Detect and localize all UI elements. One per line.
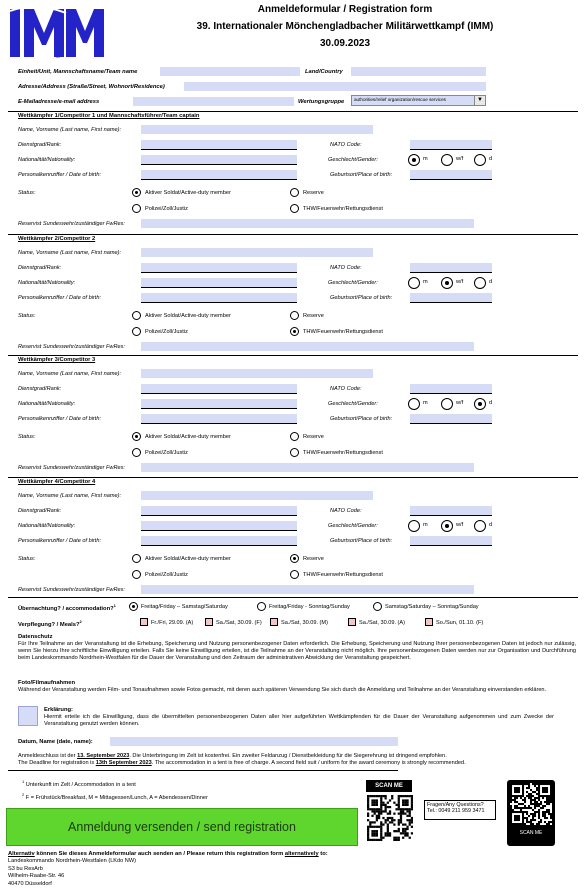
declaration-text: Hiermit erteile ich die Einwilligung, dass die übermittelten personenbezogenen Daten aller hier aufgeführten Wettkämpfenden für die Dauer der Veranstaltung aufgenommen und zum Zwecke der Veranstaltung genutzt werden können. — [44, 714, 554, 727]
alt-title-rest: können Sie dieses Anmeldeformular auch senden an / Please return this registration form — [34, 851, 285, 857]
accommodation-opt3: Samstag/Saturday – Sonntag/Sunday — [385, 604, 479, 610]
competitor-2-status-radio-active[interactable] — [132, 311, 141, 320]
unit-label: Einheit/Unit, Mannschaftsname/Team name — [18, 69, 138, 75]
competitor-4-status-label: Status: — [18, 556, 36, 562]
deadline-de-post: . Die Unterbringung im Zelt ist kostenfrei. Ein zweiter Feldanzug / Dienstbekleidung für die Siegerehrung ist dringend empfohlen. — [129, 753, 447, 759]
competitor-4-status-label-thw: THW/Feuerwehr/Rettungsdienst — [303, 572, 383, 578]
meal-checkbox-5[interactable] — [425, 618, 433, 626]
deadline-en-post: . The accommodation in a tent is free of charge. A second field suit / uniform for the award ceremony is strongly recommended. — [151, 760, 466, 766]
competitor-1-personal-id-field[interactable] — [141, 170, 297, 180]
photo-text: Während der Veranstaltung werden Film- und Tonaufnahmen sowie Fotos gemacht, mit deren auch späteren Verwendung Sie sich durch die Anmeldung und Teilnahme an der Veranstaltung einverstanden erklären. — [18, 687, 547, 693]
meal-label-1: Fr./Fri, 29.09. (A) — [151, 620, 194, 626]
competitor-1-gender-radio-m[interactable] — [408, 154, 420, 166]
accommodation-radio-1[interactable] — [129, 602, 138, 611]
meals-label — [18, 619, 82, 628]
logo-text: IMM — [56, 57, 60, 59]
competitor-1-status-label-active: Aktiver Soldat/Active-duty member — [145, 190, 231, 196]
competitor-2-gender-radio-d[interactable] — [474, 277, 486, 289]
competitor-4-status-label-reserve: Reserve — [303, 556, 324, 562]
alt-address-line-3: Wilhelm-Raabe-Str. 46 — [8, 873, 65, 879]
competitor-4-status-radio-active[interactable] — [132, 554, 141, 563]
footnote-1 — [22, 779, 136, 788]
competitor-3-reservist-label: Reservist Sundeswehr/zuständiger FwRes: — [18, 465, 125, 471]
privacy-title: Datenschutz — [18, 634, 53, 640]
competitor-3-name-label: Name, Vorname (Last name, First name): — [18, 371, 122, 377]
competitor-1-rank-field[interactable] — [141, 140, 297, 150]
consent-checkbox[interactable] — [18, 706, 38, 726]
competitor-3-nationality-field[interactable] — [141, 399, 297, 409]
competitor-1-rank-label: Dienstgrad/Rank: — [18, 142, 62, 148]
deadline-en-date: 13th September 2023 — [95, 760, 152, 766]
competitor-3-name-field[interactable] — [141, 369, 373, 378]
qr-code-1[interactable] — [367, 795, 413, 841]
competitor-2-status-radio-police[interactable] — [132, 327, 141, 336]
competitor-4-rank-label: Dienstgrad/Rank: — [18, 508, 62, 514]
send-registration-button[interactable] — [6, 808, 358, 846]
competitor-3-gender-label: Geschlecht/Gender: — [328, 401, 378, 407]
competitor-2-status-label-active: Aktiver Soldat/Active-duty member — [145, 313, 231, 319]
meals-sup: 2 — [79, 619, 82, 624]
competitor-1-status-label: Status: — [18, 190, 36, 196]
competitor-4-gender-label-wf: w/f — [456, 522, 464, 528]
meal-label-2: Sa./Sat, 30.09. (F) — [216, 620, 262, 626]
address-label: Adresse/Address (Straße/Street, Wohnort/Residence) — [18, 84, 165, 90]
competitor-2-gender-radio-wf[interactable] — [441, 277, 453, 289]
competitor-2-status-label-reserve: Reserve — [303, 313, 324, 319]
competitor-4-name-field[interactable] — [141, 491, 373, 500]
email-field[interactable] — [133, 97, 294, 106]
competitor-4-status-label-police: Polizei/Zoll/Justiz — [145, 572, 188, 578]
footnote-1-sup: 1 — [22, 779, 25, 784]
group-select[interactable] — [351, 95, 486, 106]
accommodation-opt2: Freitag/Friday - Sonntag/Sunday — [269, 604, 350, 610]
event-title: 39. Internationaler Mönchengladbacher Militärwettkampf (IMM) — [196, 21, 494, 32]
competitor-1-status-label-reserve: Reserve — [303, 190, 324, 196]
meal-label-4: Sa./Sat, 30.09. (A) — [359, 620, 406, 626]
competitor-3-gender-radio-m[interactable] — [408, 398, 420, 410]
competitor-2-title: Wettkämpfer 2/Competitor 2 — [18, 236, 96, 242]
competitor-3-nato-field[interactable] — [410, 384, 492, 394]
competitor-4-birthplace-field[interactable] — [410, 536, 492, 546]
competitor-2-rank-field[interactable] — [141, 263, 297, 273]
competitor-4-title: Wettkämpfer 4/Competitor 4 — [18, 479, 96, 485]
competitor-1-status-radio-thw[interactable] — [290, 204, 299, 213]
competitor-4-reservist-field[interactable] — [141, 585, 474, 594]
accommodation-radio-3[interactable] — [373, 602, 382, 611]
competitor-4-name-label: Name, Vorname (Last name, First name): — [18, 493, 122, 499]
accommodation-label — [18, 603, 116, 612]
competitor-4-status-radio-police[interactable] — [132, 570, 141, 579]
competitor-4-nationality-field[interactable] — [141, 521, 297, 531]
deadline-en-pre: The Deadline for registration is — [18, 760, 96, 766]
competitor-2-status-label-police: Polizei/Zoll/Justiz — [145, 329, 188, 335]
deadline-de — [18, 753, 447, 759]
competitor-4-status-label-active: Aktiver Soldat/Active-duty member — [145, 556, 231, 562]
competitor-3-status-label-reserve: Reserve — [303, 434, 324, 440]
meal-label-3: Sa./Sat, 30.09. (M) — [281, 620, 328, 626]
meal-checkbox-3[interactable] — [270, 618, 278, 626]
alt-title-alt: alternatively — [284, 851, 319, 857]
alt-address-line-1: Landeskommando Nordrhein-Westfalen (LKdo NW) — [8, 858, 136, 864]
competitor-2-nato-label: NATO Code: — [330, 265, 362, 271]
competitor-3-nato-label: NATO Code: — [330, 386, 362, 392]
footnote-2-sup: 2 — [22, 792, 25, 797]
privacy-text: Für Ihre Teilnahme an der Veranstaltung ist die Erhebung, Speicherung und Nutzung personenbezogener Daten erforderlich. Die Erhebung, Speicherung und Nutzung Ihrer personenbezogenen Daten ist jedoch nur zulässig, wenn Sie hierzu Ihre schriftliche Einwilligung erteilen. Falls Sie keine Einwilligung erteilen, ist die Teilnahme an der Veranstaltung nicht möglich. Ihre personenbezogenen Daten werden nur zur Organisation und Durchführung beim Landeskommando Nordrhein-Westfalen für die Dauer der Veranstaltung und den Zeitraum der administrativen Abwicklung der Veranstaltung gespeichert. — [18, 641, 576, 661]
competitor-3-status-label-police: Polizei/Zoll/Justiz — [145, 450, 188, 456]
competitor-1-gender-radio-d[interactable] — [474, 154, 486, 166]
meal-checkbox-2[interactable] — [205, 618, 213, 626]
competitor-3-status-label: Status: — [18, 434, 36, 440]
competitor-3-nationality-label: Nationalität/Nationality: — [18, 401, 76, 407]
date-name-field[interactable] — [110, 737, 398, 746]
competitor-2-nato-field[interactable] — [410, 263, 492, 273]
send-registration-label: Anmeldung versenden / send registration — [68, 820, 296, 834]
competitor-1-nationality-label: Nationalität/Nationality: — [18, 157, 76, 163]
competitor-2-rank-label: Dienstgrad/Rank: — [18, 265, 62, 271]
competitor-3-status-label-active: Aktiver Soldat/Active-duty member — [145, 434, 231, 440]
competitor-3-status-label-thw: THW/Feuerwehr/Rettungsdienst — [303, 450, 383, 456]
competitor-1-status-label-police: Polizei/Zoll/Justiz — [145, 206, 188, 212]
competitor-3-status-radio-active[interactable] — [132, 432, 141, 441]
competitor-1-nato-field[interactable] — [410, 140, 492, 150]
competitor-1-personal-id-label: Personalkennziffer / Date of birth: — [18, 172, 102, 178]
competitor-2-status-label: Status: — [18, 313, 36, 319]
competitor-1-gender-label-m: m — [423, 156, 428, 162]
competitor-1-status-radio-police[interactable] — [132, 204, 141, 213]
competitor-2-gender-radio-m[interactable] — [408, 277, 420, 289]
competitor-1-name-field[interactable] — [141, 125, 373, 134]
competitor-2-gender-label-d: d — [489, 279, 493, 285]
deadline-en — [18, 760, 466, 766]
competitor-4-divider — [8, 477, 578, 478]
group-label: Wertungsgruppe — [298, 99, 345, 105]
competitor-4-gender-label: Geschlecht/Gender: — [328, 523, 378, 529]
competitor-1-nato-label: NATO Code: — [330, 142, 362, 148]
competitor-2-gender-label-m: m — [423, 279, 428, 285]
competitor-3-gender-radio-wf[interactable] — [441, 398, 453, 410]
competitor-3-rank-field[interactable] — [141, 384, 297, 394]
competitor-3-status-radio-thw[interactable] — [290, 448, 299, 457]
scan-me-label-2: SCAN ME — [519, 830, 543, 836]
alt-title-word: Alternativ — [8, 851, 35, 857]
accommodation-radio-2[interactable] — [257, 602, 266, 611]
competitor-3-birthplace-label: Geburtsort/Place of birth: — [330, 416, 393, 422]
competitor-4-personal-id-field[interactable] — [141, 536, 297, 546]
competitor-1-birthplace-label: Geburtsort/Place of birth: — [330, 172, 393, 178]
competitor-1-gender-label-d: d — [489, 156, 493, 162]
imm-logo — [6, 3, 106, 60]
competitor-2-reservist-field[interactable] — [141, 342, 474, 351]
competitor-4-status-radio-reserve[interactable] — [290, 554, 299, 563]
competitor-2-reservist-label: Reservist Sundeswehr/zuständiger FwRes: — [18, 344, 125, 350]
competitor-2-gender-label: Geschlecht/Gender: — [328, 280, 378, 286]
accommodation-sup: 1 — [113, 603, 116, 608]
competitor-2-status-radio-reserve[interactable] — [290, 311, 299, 320]
questions-text: Fragen/Any Questions? — [427, 802, 484, 808]
event-date: 30.09.2023 — [319, 38, 371, 49]
competitor-4-status-radio-thw[interactable] — [290, 570, 299, 579]
competitor-4-gender-label-d: d — [489, 522, 493, 528]
form-title: Anmeldeformular / Registration form — [257, 4, 433, 15]
competitor-4-personal-id-label: Personalkennziffer / Date of birth: — [18, 538, 102, 544]
accommodation-opt1: Freitag/Friday – Samstag/Saturday — [141, 604, 228, 610]
group-value: authorities/relief organization/rescue services — [354, 97, 446, 102]
competitor-2-divider — [8, 234, 578, 235]
alt-address-line-2: S3 bu ResArb — [8, 865, 43, 872]
footnote-2-text: F = Frühstück/Breakfast, M = Mittagessen/Lunch, A = Abendessen/Dinner — [25, 794, 208, 801]
meal-checkbox-4[interactable] — [348, 618, 356, 626]
alt-address-line-4: 40470 Düsseldorf — [8, 880, 52, 887]
competitor-2-name-field[interactable] — [141, 248, 373, 257]
alt-title-end: to: — [318, 851, 328, 857]
competitor-3-gender-radio-d[interactable] — [474, 398, 486, 410]
competitor-1-divider — [8, 111, 578, 112]
competitor-4-nationality-label: Nationalität/Nationality: — [18, 523, 76, 529]
date-label: Datum, Name (date, name): — [18, 739, 93, 745]
meal-checkbox-1[interactable] — [140, 618, 148, 626]
competitor-section-end-divider — [8, 597, 578, 598]
competitor-4-gender-radio-wf[interactable] — [441, 520, 453, 532]
scan-me-label-1: SCAN ME — [366, 780, 412, 792]
meals-label-text: Verpflegung? / Meals? — [18, 621, 80, 628]
competitor-4-gender-radio-m[interactable] — [408, 520, 420, 532]
footnote-2 — [22, 792, 208, 801]
competitor-3-personal-id-field[interactable] — [141, 414, 297, 424]
competitor-4-birthplace-label: Geburtsort/Place of birth: — [330, 538, 393, 544]
competitor-3-gender-label-d: d — [489, 400, 493, 406]
competitor-2-birthplace-field[interactable] — [410, 293, 492, 303]
competitor-3-birthplace-field[interactable] — [410, 414, 492, 424]
contact-box — [424, 800, 496, 820]
photo-title: Foto/Filmaufnahmen — [18, 680, 76, 686]
competitor-3-reservist-field[interactable] — [141, 463, 474, 472]
competitor-1-name-label: Name, Vorname (Last name, First name): — [18, 127, 122, 133]
footnote-1-text: Unterkunft im Zelt / Accommodation in a tent — [25, 781, 136, 788]
competitor-3-status-radio-police[interactable] — [132, 448, 141, 457]
competitor-2-status-label-thw: THW/Feuerwehr/Rettungsdienst — [303, 329, 383, 335]
competitor-2-nationality-field[interactable] — [141, 278, 297, 288]
competitor-4-gender-radio-d[interactable] — [474, 520, 486, 532]
competitor-1-status-radio-reserve[interactable] — [290, 188, 299, 197]
deadline-de-pre: Anmeldeschluss ist der — [18, 753, 78, 759]
competitor-1-birthplace-field[interactable] — [410, 170, 492, 180]
competitor-1-title: Wettkämpfer 1/Competitor 1 und Mannschaftsführer/Team captain — [18, 113, 200, 119]
unit-field[interactable] — [160, 67, 300, 76]
email-label: E-Mailadresse/e-mail address — [18, 99, 100, 105]
meal-label-5: So./Sun, 01.10. (F) — [436, 620, 484, 626]
competitor-4-gender-label-m: m — [423, 522, 428, 528]
competitor-2-birthplace-label: Geburtsort/Place of birth: — [330, 295, 393, 301]
competitor-3-gender-label-wf: w/f — [456, 400, 464, 406]
competitor-1-status-label-thw: THW/Feuerwehr/Rettungsdienst — [303, 206, 383, 212]
competitor-2-name-label: Name, Vorname (Last name, First name): — [18, 250, 122, 256]
phone-text: Tel.: 0049 211 959 3471 — [427, 808, 485, 814]
deadline-de-date: 13. September 2023 — [77, 753, 130, 759]
competitor-4-nato-label: NATO Code: — [330, 508, 362, 514]
competitor-3-status-radio-reserve[interactable] — [290, 432, 299, 441]
competitor-4-nato-field[interactable] — [410, 506, 492, 516]
address-field[interactable] — [184, 82, 486, 91]
competitor-3-title: Wettkämpfer 3/Competitor 3 — [18, 357, 96, 363]
chevron-down-icon[interactable]: ▼ — [474, 96, 485, 105]
alt-address — [8, 858, 136, 888]
competitor-3-rank-label: Dienstgrad/Rank: — [18, 386, 62, 392]
competitor-1-gender-label: Geschlecht/Gender: — [328, 157, 378, 163]
competitor-1-reservist-field[interactable] — [141, 219, 474, 228]
competitor-1-gender-radio-wf[interactable] — [441, 154, 453, 166]
competitor-2-personal-id-field[interactable] — [141, 293, 297, 303]
competitor-4-reservist-label: Reservist Sundeswehr/zuständiger FwRes: — [18, 587, 125, 593]
competitor-3-personal-id-label: Personalkennziffer / Date of birth: — [18, 416, 102, 422]
competitor-2-personal-id-label: Personalkennziffer / Date of birth: — [18, 295, 102, 301]
country-field[interactable] — [351, 67, 486, 76]
competitor-2-gender-label-wf: w/f — [456, 279, 464, 285]
competitor-1-reservist-label: Reservist Sundeswehr/zuständiger FwRes: — [18, 221, 125, 227]
deadline-divider — [8, 770, 398, 771]
competitor-1-nationality-field[interactable] — [141, 155, 297, 165]
competitor-3-divider — [8, 355, 578, 356]
competitor-4-rank-field[interactable] — [141, 506, 297, 516]
country-label: Land/Country — [305, 69, 343, 75]
competitor-2-status-radio-thw[interactable] — [290, 327, 299, 336]
alt-title — [8, 851, 328, 857]
qr-code-2-frame[interactable] — [507, 780, 555, 846]
declaration-title: Erklärung: — [44, 707, 73, 713]
accommodation-label-text: Übernachtung? / accommodation? — [18, 605, 114, 612]
competitor-1-gender-label-wf: w/f — [456, 156, 464, 162]
competitor-2-nationality-label: Nationalität/Nationality: — [18, 280, 76, 286]
competitor-1-status-radio-active[interactable] — [132, 188, 141, 197]
competitor-3-gender-label-m: m — [423, 400, 428, 406]
